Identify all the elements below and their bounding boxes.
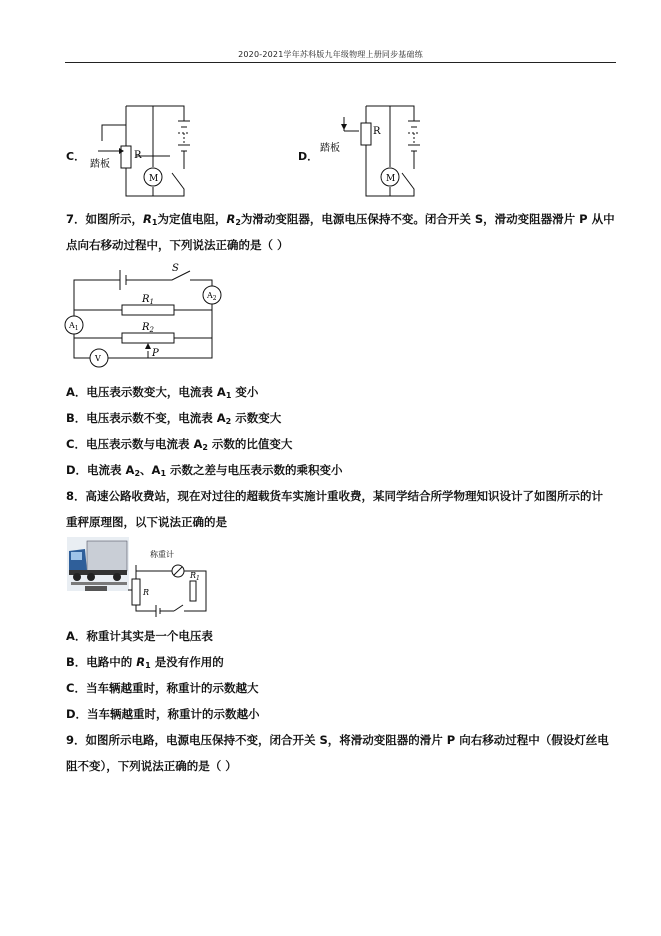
q7-r2-label: $R_2$ [142,322,154,334]
option-d-label: D． [298,150,319,163]
q9-stem-line2: 阻不变），下列说法正确的是（ ） [66,759,237,773]
q7-option-c: C．电压表示数与电流表 $A_2$ 示数的比值变大 [66,437,293,452]
q9-stem-line1: 9．如图所示电路，电源电压保持不变，闭合开关 S，将滑动变阻器的滑片 P 向右移动过程中（假设灯丝电 [66,733,609,747]
q7-r1-label: $R_1$ [142,294,154,306]
circuit-d-motor-label: M [386,174,396,184]
option-c-label: C． [66,150,86,163]
q7-option-a: A．电压表示数变大，电流表 $A_1$ 变小 [66,385,259,400]
q7-ammeter2-label: $A_2$ [207,291,217,302]
q7-p-label: P [152,348,159,359]
q7-ammeter1-label: $A_1$ [69,321,79,332]
circuit-c-diagram [88,103,198,201]
q7-option-b: B．电压表示数不变，电流表 $A_2$ 示数变大 [66,411,282,426]
q8-stem-line1: 8．高速公路收费站，现在对过往的超载货车实施计重收费，某同学结合所学物理知识设计了如图所示的计 [66,489,603,503]
q7-switch-label: S [172,263,179,274]
q7-circuit-diagram [62,258,230,370]
q8-option-d: D．当车辆越重时，称重计的示数越小 [66,707,260,721]
page-header: 2020-2021学年苏科版九年级物理上册同步基础练 [238,50,423,59]
circuit-c-motor-label: M [149,174,159,184]
circuit-c-pedal-label: 踏板 [90,159,110,170]
q8-circuit-diagram [128,545,212,617]
q8-option-b: B．电路中的 $R_1$ 是没有作用的 [66,655,224,670]
q7-option-d: D．电流表 $A_2$、$A_1$ 示数之差与电压表示数的乘积变小 [66,463,343,478]
circuit-d-diagram [318,103,428,201]
circuit-c-r-label: R [134,150,142,161]
q8-scale-label: 称重计 [150,550,174,559]
circuit-d-pedal-label: 踏板 [320,143,340,154]
q7-stem-line2: 点向右移动过程中，下列说法正确的是（ ） [66,238,289,252]
q8-option-a: A．称重计其实是一个电压表 [66,629,213,643]
q8-r-label: R [143,588,150,597]
truck-image [67,537,129,591]
q7-stem-line1: 7．如图所示，$R_1$为定值电阻，$R_2$为滑动变阻器，电源电压保持不变。闭合开关 S，滑动变阻器滑片 P 从中 [66,212,615,227]
q7-voltmeter-label: V [95,354,101,363]
header-divider [65,62,616,63]
circuit-d-r-label: R [373,126,381,137]
q8-option-c: C．当车辆越重时，称重计的示数越大 [66,681,259,695]
q8-r1-label: $R_1$ [190,571,200,582]
q8-stem-line2: 重秤原理图，以下说法正确的是 [66,515,227,529]
